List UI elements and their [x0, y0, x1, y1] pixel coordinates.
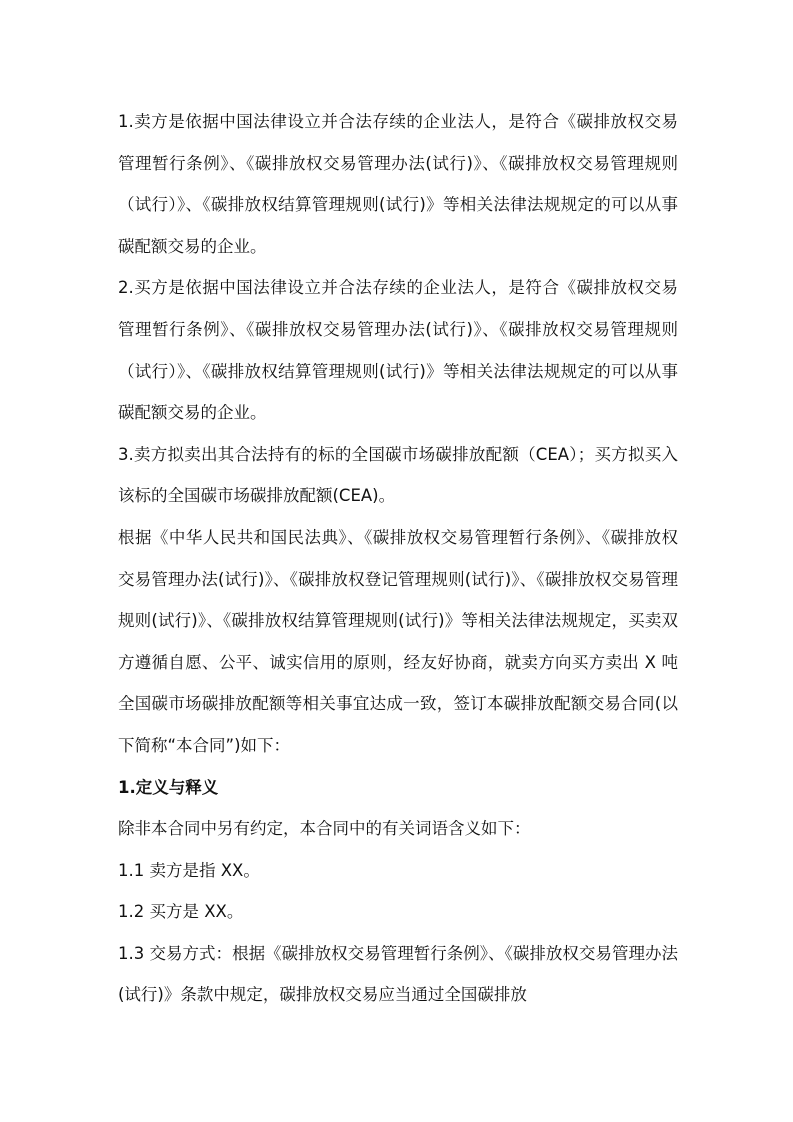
section-heading-definitions: 1.定义与释义	[118, 777, 219, 797]
definition-item: 1.3 交易方式：根据《碳排放权交易管理暂行条例》、《碳排放权交易管理办法(试行)》条款中规定，碳排放权交易应当通过全国碳排放	[118, 943, 678, 1005]
definition-item: 1.2 买方是 XX。	[118, 902, 244, 922]
clause-intent: 3.卖方拟卖出其合法持有的标的全国碳市场碳排放配额（CEA）；买方拟买入该标的全国碳市场碳排放配额(CEA)。	[118, 444, 678, 506]
clause-buyer: 2.买方是依据中国法律设立并合法存续的企业法人，是符合《碳排放权交易管理暂行条例》、《碳排放权交易管理办法(试行)》、《碳排放权交易管理规则（试行）》、《碳排放权结算管理规则(试行)》等相关法律法规规定的可以从事碳配额交易的企业。	[118, 278, 678, 423]
definition-item: 1.1 卖方是指 XX。	[118, 860, 260, 880]
document-body	[118, 101, 678, 1016]
definitions-intro: 除非本合同中另有约定，本合同中的有关词语含义如下：	[118, 819, 531, 839]
clause-seller: 1.卖方是依据中国法律设立并合法存续的企业法人，是符合《碳排放权交易管理暂行条例》、《碳排放权交易管理办法(试行)》、《碳排放权交易管理规则（试行）》、《碳排放权结算管理规则(试行)》等相关法律法规规定的可以从事碳配额交易的企业。	[118, 112, 678, 256]
clause-basis: 根据《中华人民共和国民法典》、《碳排放权交易管理暂行条例》、《碳排放权交易管理办法(试行)》、《碳排放权登记管理规则(试行)》、《碳排放权交易管理规则(试行)》、《碳排放权结算管理规则(试行)》等相关法律法规规定，买卖双方遵循自愿、公平、诚实信用的原则，经友好协商，就卖方向买方卖出 X 吨全国碳市场碳排放配额等相关事宜达成一致，签订本碳排放配额交易合同(以下简称“本合同”)如下：	[118, 527, 678, 755]
